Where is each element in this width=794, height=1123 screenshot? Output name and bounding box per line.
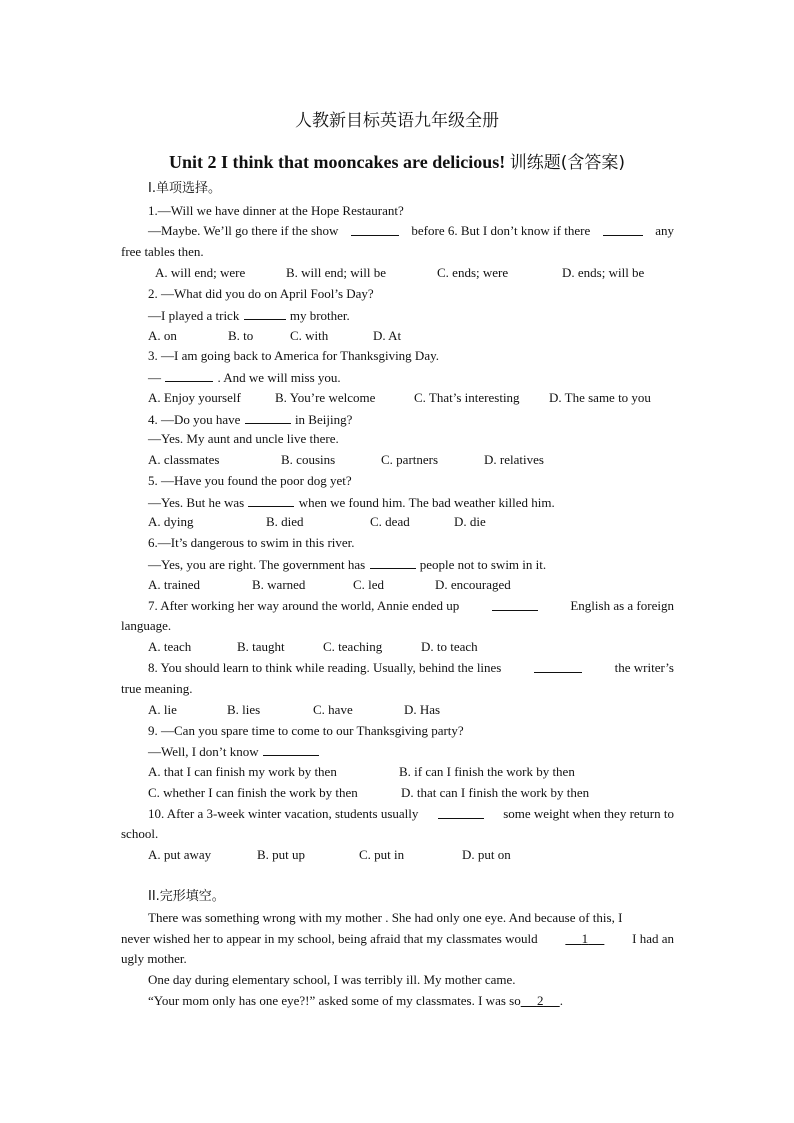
- q6-option-c: C. led: [353, 577, 385, 592]
- question-text: —: [148, 370, 161, 385]
- q3-option-a: A. Enjoy yourself: [148, 390, 241, 405]
- question-1-line: 1.—Will we have dinner at the Hope Restaurant?: [148, 203, 404, 218]
- q5-option-b: B. died: [266, 514, 304, 529]
- document-title: 人教新目标英语九年级全册: [295, 111, 499, 131]
- answer-blank: [603, 222, 643, 236]
- question-4-line: [148, 410, 352, 429]
- q5-option-a: A. dying: [148, 514, 194, 529]
- passage-text: There was something wrong with my mother . She had only one eye. And because of this, I: [148, 910, 623, 925]
- q3-option-c: C. That’s interesting: [414, 390, 520, 405]
- answer-blank: [370, 555, 416, 569]
- q2-option-c: C. with: [290, 328, 329, 343]
- q3-option-b: B. You’re welcome: [275, 390, 376, 405]
- q10-option-b: B. put up: [257, 847, 306, 862]
- question-8-line: [148, 659, 674, 677]
- question-10-line: [148, 805, 674, 823]
- question-9-line: 9. —Can you spare time to come to our Thanksgiving party?: [148, 723, 464, 738]
- q9-option-c: C. whether I can finish the work by then: [148, 785, 358, 800]
- q7-option-c: C. teaching: [323, 639, 383, 654]
- q8-option-b: B. lies: [227, 702, 261, 717]
- question-4-answer-line: —Yes. My aunt and uncle live there.: [148, 431, 339, 446]
- question-text: any: [655, 223, 674, 238]
- subtitle-english: Unit 2 I think that mooncakes are delicious!: [169, 152, 506, 172]
- question-text: 7. After working her way around the world, Annie ended up: [148, 598, 460, 613]
- passage-line-1: [148, 909, 674, 927]
- question-2-answer-line: [148, 306, 350, 325]
- question-text: before 6. But I don’t know if there: [411, 223, 591, 238]
- passage-text: “Your mom only has one eye?!” asked some of my classmates. I was so: [148, 993, 521, 1008]
- q5-option-d: D. die: [454, 514, 486, 529]
- blank-number: 1: [581, 931, 589, 946]
- question-7-line: [148, 597, 674, 615]
- passage-text: .: [559, 993, 563, 1008]
- question-1-line-continued: free tables then.: [121, 244, 204, 259]
- q7-option-a: A. teach: [148, 639, 192, 654]
- answer-blank: [165, 368, 213, 382]
- q4-option-b: B. cousins: [281, 452, 336, 467]
- q9-option-b: B. if can I finish the work by then: [399, 764, 575, 779]
- question-7-line-continued: language.: [121, 618, 172, 633]
- passage-line-4: One day during elementary school, I was terribly ill. My mother came.: [148, 972, 516, 987]
- answer-blank: [263, 742, 319, 756]
- q9-option-a: A. that I can finish my work by then: [148, 764, 337, 779]
- question-text: —Well, I don’t know: [148, 744, 259, 759]
- q1-option-a: A. will end; were: [155, 265, 246, 280]
- q10-option-a: A. put away: [148, 847, 212, 862]
- question-1-answer-line: [148, 222, 674, 240]
- answer-blank: [492, 597, 538, 611]
- question-text: people not to swim in it.: [419, 557, 547, 572]
- answer-blank: [244, 306, 286, 320]
- q4-option-a: A. classmates: [148, 452, 220, 467]
- q9-option-d: D. that can I finish the work by then: [401, 785, 590, 800]
- q4-option-c: C. partners: [381, 452, 439, 467]
- document-subtitle: [0, 148, 794, 173]
- question-text: —Yes. But he was: [148, 495, 245, 510]
- q6-option-b: B. warned: [252, 577, 306, 592]
- question-text: 10. After a 3-week winter vacation, students usually: [148, 806, 419, 821]
- q1-option-d: D. ends; will be: [562, 265, 645, 280]
- passage-text: I had an: [632, 931, 674, 946]
- answer-blank: [351, 222, 399, 236]
- section-heading-cloze: II.完形填空。: [148, 889, 225, 904]
- q1-option-c: C. ends; were: [437, 265, 509, 280]
- q5-option-c: C. dead: [370, 514, 410, 529]
- question-text: some weight when they return to: [503, 806, 674, 821]
- q2-option-b: B. to: [228, 328, 254, 343]
- numbered-blank-1: [565, 930, 604, 948]
- subtitle-chinese: 训练题(含答案): [509, 153, 625, 173]
- q8-option-c: C. have: [313, 702, 353, 717]
- answer-blank: [534, 659, 582, 673]
- question-10-line-continued: school.: [121, 826, 159, 841]
- question-6-line: 6.—It’s dangerous to swim in this river.: [148, 535, 355, 550]
- blank-number: 2: [536, 993, 544, 1008]
- answer-blank: [248, 493, 294, 507]
- question-text: —I played a trick: [148, 308, 240, 323]
- question-6-answer-line: [148, 555, 546, 574]
- q2-option-d: D. At: [373, 328, 402, 343]
- q7-option-d: D. to teach: [421, 639, 478, 654]
- answer-blank: [438, 805, 484, 819]
- question-5-answer-line: [148, 493, 555, 512]
- question-text: . And we will miss you.: [217, 370, 341, 385]
- q4-option-d: D. relatives: [484, 452, 544, 467]
- q7-option-b: B. taught: [237, 639, 285, 654]
- q10-option-d: D. put on: [462, 847, 511, 862]
- question-9-answer-line: [148, 742, 320, 761]
- question-text: my brother.: [289, 308, 350, 323]
- q8-option-d: D. Has: [404, 702, 441, 717]
- passage-line-5: [148, 992, 563, 1010]
- passage-line-3: ugly mother.: [121, 951, 187, 966]
- q6-option-a: A. trained: [148, 577, 200, 592]
- question-2-line: 2. —What did you do on April Fool’s Day?: [148, 286, 374, 301]
- numbered-blank-2: [521, 993, 560, 1008]
- q10-option-c: C. put in: [359, 847, 405, 862]
- question-text: —Yes, you are right. The government has: [148, 557, 366, 572]
- q8-option-a: A. lie: [148, 702, 177, 717]
- q6-option-d: D. encouraged: [435, 577, 511, 592]
- question-text: in Beijing?: [294, 412, 353, 427]
- question-text: the writer’s: [614, 660, 674, 675]
- passage-line-2: [121, 930, 674, 948]
- q2-option-a: A. on: [148, 328, 177, 343]
- question-3-line: 3. —I am going back to America for Thanksgiving Day.: [148, 348, 439, 363]
- question-text: 8. You should learn to think while reading. Usually, behind the lines: [148, 660, 502, 675]
- question-8-line-continued: true meaning.: [121, 681, 193, 696]
- question-3-answer-line: [148, 368, 341, 387]
- question-text: English as a foreign: [570, 598, 674, 613]
- q1-option-b: B. will end; will be: [286, 265, 387, 280]
- q3-option-d: D. The same to you: [549, 390, 651, 405]
- section-heading-single-choice: I.单项选择。: [148, 181, 221, 196]
- question-text: —Maybe. We’ll go there if the show: [148, 223, 339, 238]
- passage-text: never wished her to appear in my school, being afraid that my classmates would: [121, 931, 538, 946]
- question-text: when we found him. The bad weather killed him.: [298, 495, 555, 510]
- answer-blank: [245, 410, 291, 424]
- question-text: 4. —Do you have: [148, 412, 241, 427]
- question-5-line: 5. —Have you found the poor dog yet?: [148, 473, 352, 488]
